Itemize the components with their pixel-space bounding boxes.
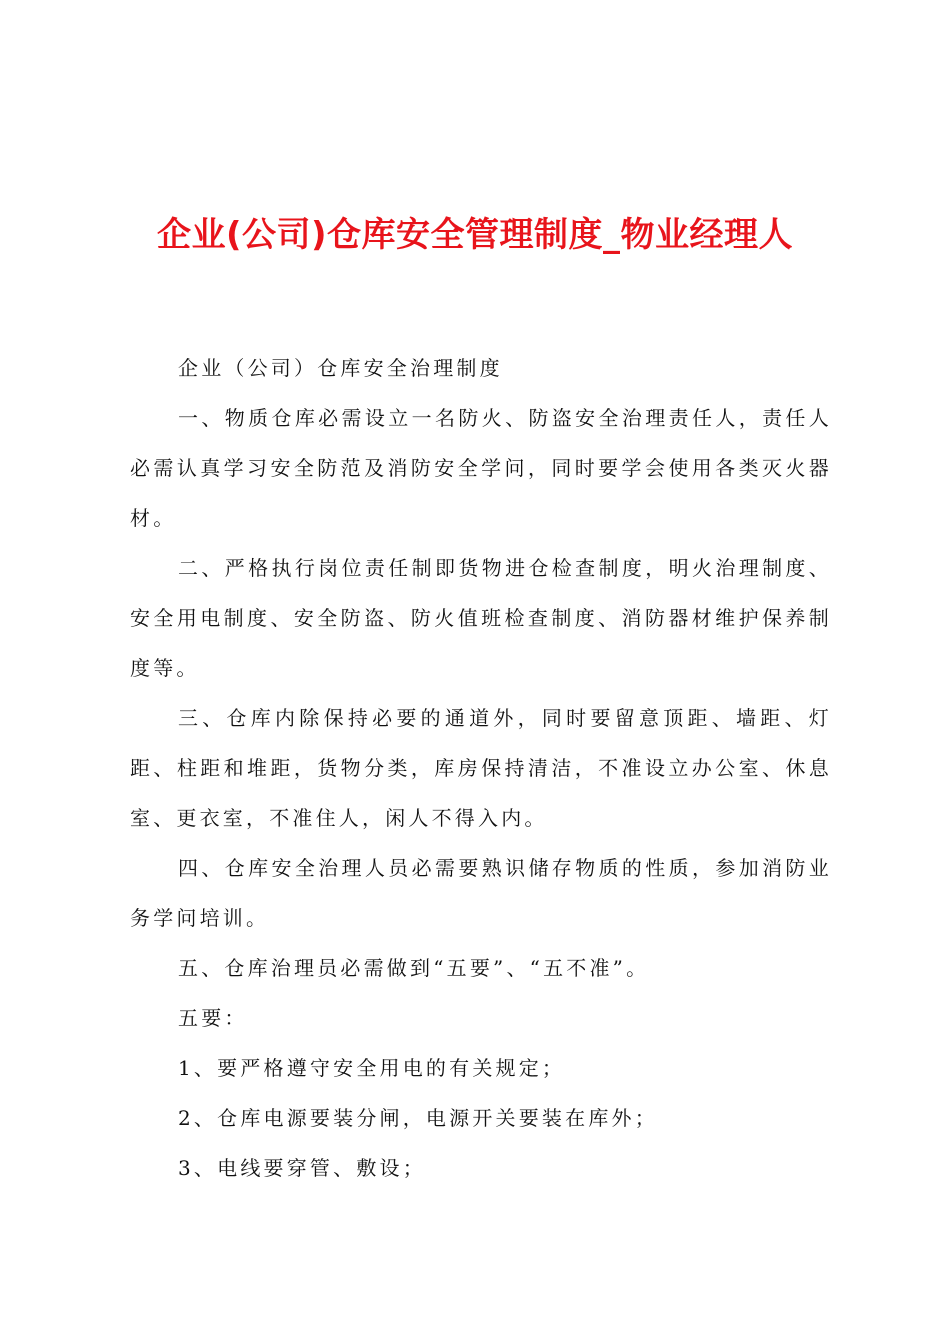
list-item-1: 1、要严格遵守安全用电的有关规定； — [178, 1056, 566, 1080]
document-title: 企业(公司)仓库安全管理制度_物业经理人 — [156, 215, 794, 255]
paragraph-2: 二、严格执行岗位责任制即货物进仓检查制度，明火治理制度、安全用电制度、安全防盗、防火值班检查制度、消防器材维护保养制度等。 — [130, 556, 832, 680]
document-body — [130, 343, 832, 1193]
paragraph-4: 四、仓库安全治理人员必需要熟识储存物质的性质，参加消防业务学问培训。 — [130, 856, 832, 930]
paragraph-wuyao-heading: 五要： — [178, 1006, 248, 1030]
paragraph-5: 五、仓库治理员必需做到“五要”、“五不准”。 — [178, 956, 650, 980]
list-item-3: 3、电线要穿管、敷设； — [178, 1156, 426, 1180]
paragraph-3: 三、仓库内除保持必要的通道外，同时要留意顶距、墙距、灯距、柱距和堆距，货物分类，库房保持清洁，不准设立办公室、休息室、更衣室，不准住人，闲人不得入内。 — [130, 706, 832, 830]
paragraph-heading: 企业（公司）仓库安全治理制度 — [178, 356, 503, 380]
paragraph-1: 一、物质仓库必需设立一名防火、防盗安全治理责任人，责任人必需认真学习安全防范及消防安全学问，同时要学会使用各类灭火器材。 — [130, 406, 832, 530]
list-item-2: 2、仓库电源要装分闸，电源开关要装在库外； — [178, 1106, 658, 1130]
